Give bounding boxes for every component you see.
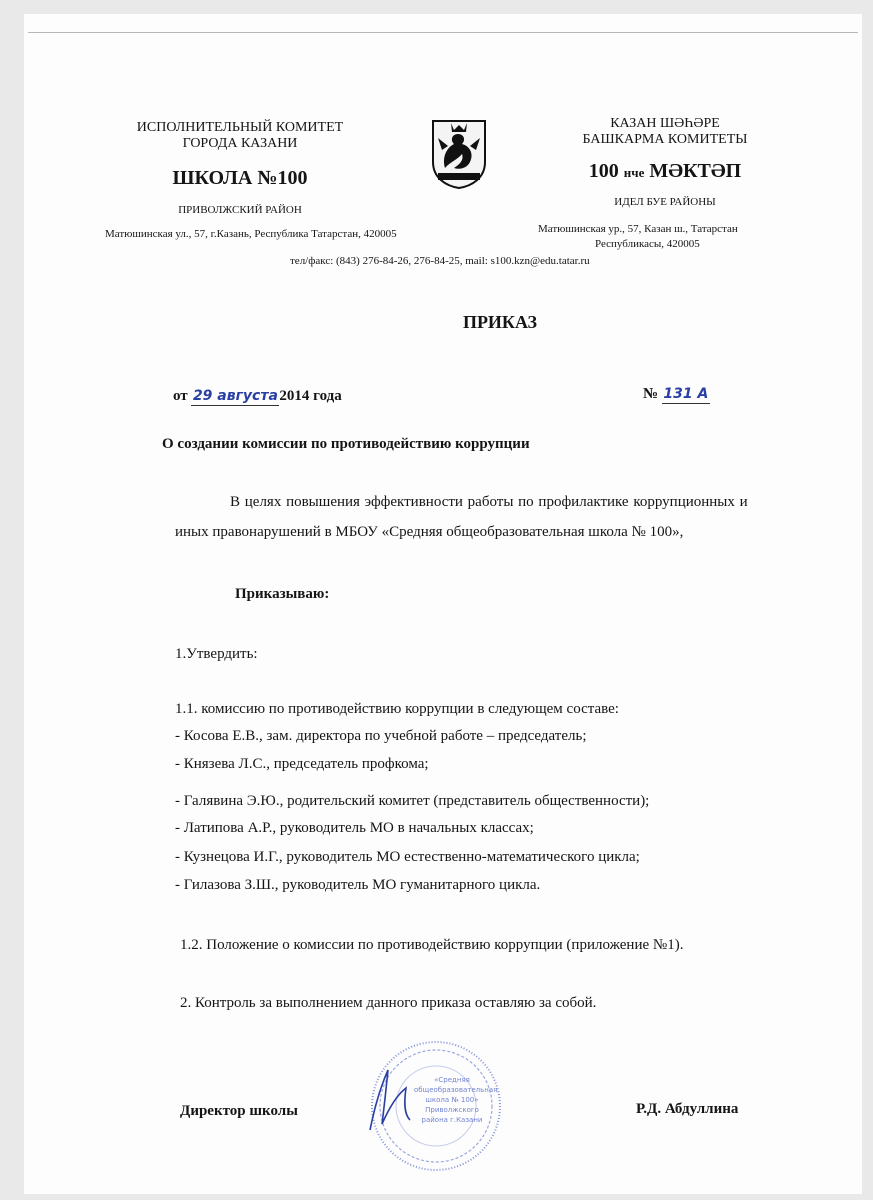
intro-line2: иных правонарушений в МБОУ «Средняя общеобразовательная школа № 100», [175,524,684,540]
order-title: ПРИКАЗ [462,312,538,332]
item-1-2: 1.2. Положение о комиссии по противодействию коррупции (приложение №1). [180,937,684,953]
header-right-line2: БАШКАРМА КОМИТЕТЫ [582,132,748,147]
list-item: - Кузнецова И.Г., руководитель МО естественно-математического цикла; [175,849,640,865]
stamp-text: «Средняя общеобразовательная школа № 100» Приволжского района г.Казани [414,1076,498,1124]
header-contacts: тел/факс: (843) 276-84-26, 276-84-25, mail: s100.kzn@edu.tatar.ru [290,255,590,267]
order-number [643,386,710,404]
header-right-school-word: МӘКТӘП [649,160,742,182]
list-item: - Гилазова З.Ш., руководитель МО гуманитарного цикла. [175,877,541,893]
header-right-school [510,160,820,183]
signature-name: Р.Д. Абдуллина [636,1101,739,1117]
list-item: - Галявина Э.Ю., родительский комитет (представитель общественности); [175,793,650,809]
item-1: 1.Утвердить: [175,646,258,662]
order-date-prefix: от [173,388,188,404]
header-left-line2: ГОРОДА КАЗАНИ [182,136,298,151]
list-item: - Косова Е.В., зам. директора по учебной работе – председатель; [175,728,587,744]
order-number-handwritten: 131 А [663,386,709,402]
signature-scribble-icon [360,1060,430,1140]
order-date [173,388,342,406]
header-left-line1: ИСПОЛНИТЕЛЬНЫЙ КОМИТЕТ [136,120,344,135]
header-right-school-suffix: нче [623,165,645,180]
list-item: - Князева Л.С., председатель профкома; [175,756,429,772]
header-left-school: ШКОЛА №100 [172,167,308,189]
header-right-school-number: 100 [588,160,619,182]
signature-position: Директор школы [180,1103,298,1119]
order-subject: О создании комиссии по противодействию коррупции [162,436,530,452]
header-right-address2: Республикасы, 420005 [595,238,700,250]
kazan-coat-of-arms-icon [430,118,488,190]
list-item: - Латипова А.Р., руководитель МО в начальных классах; [175,820,534,836]
item-1-1: 1.1. комиссию по противодействию коррупции в следующем составе: [175,701,619,717]
header-right-address1: Матюшинская ур., 57, Казан ш., Татарстан [538,223,738,235]
header-right-district: ИДЕЛ БУЕ РАЙОНЫ [614,196,716,208]
header-right-line1: КАЗАН ШӘҺӘРЕ [610,116,720,131]
top-rule [28,32,858,33]
header-left-district: ПРИВОЛЖСКИЙ РАЙОН [178,204,302,216]
order-date-handwritten: 29 августа [192,388,278,404]
order-word: Приказываю: [235,586,330,602]
item-2: 2. Контроль за выполнением данного приказа оставляю за собой. [180,995,597,1011]
order-number-label: № [643,386,659,402]
order-date-suffix: 2014 года [279,388,342,404]
intro-line1: В целях повышения эффективности работы по профилактике коррупционных и [230,494,748,510]
header-left-address: Матюшинская ул., 57, г.Казань, Республика Татарстан, 420005 [105,228,397,240]
document-page [24,14,862,1194]
